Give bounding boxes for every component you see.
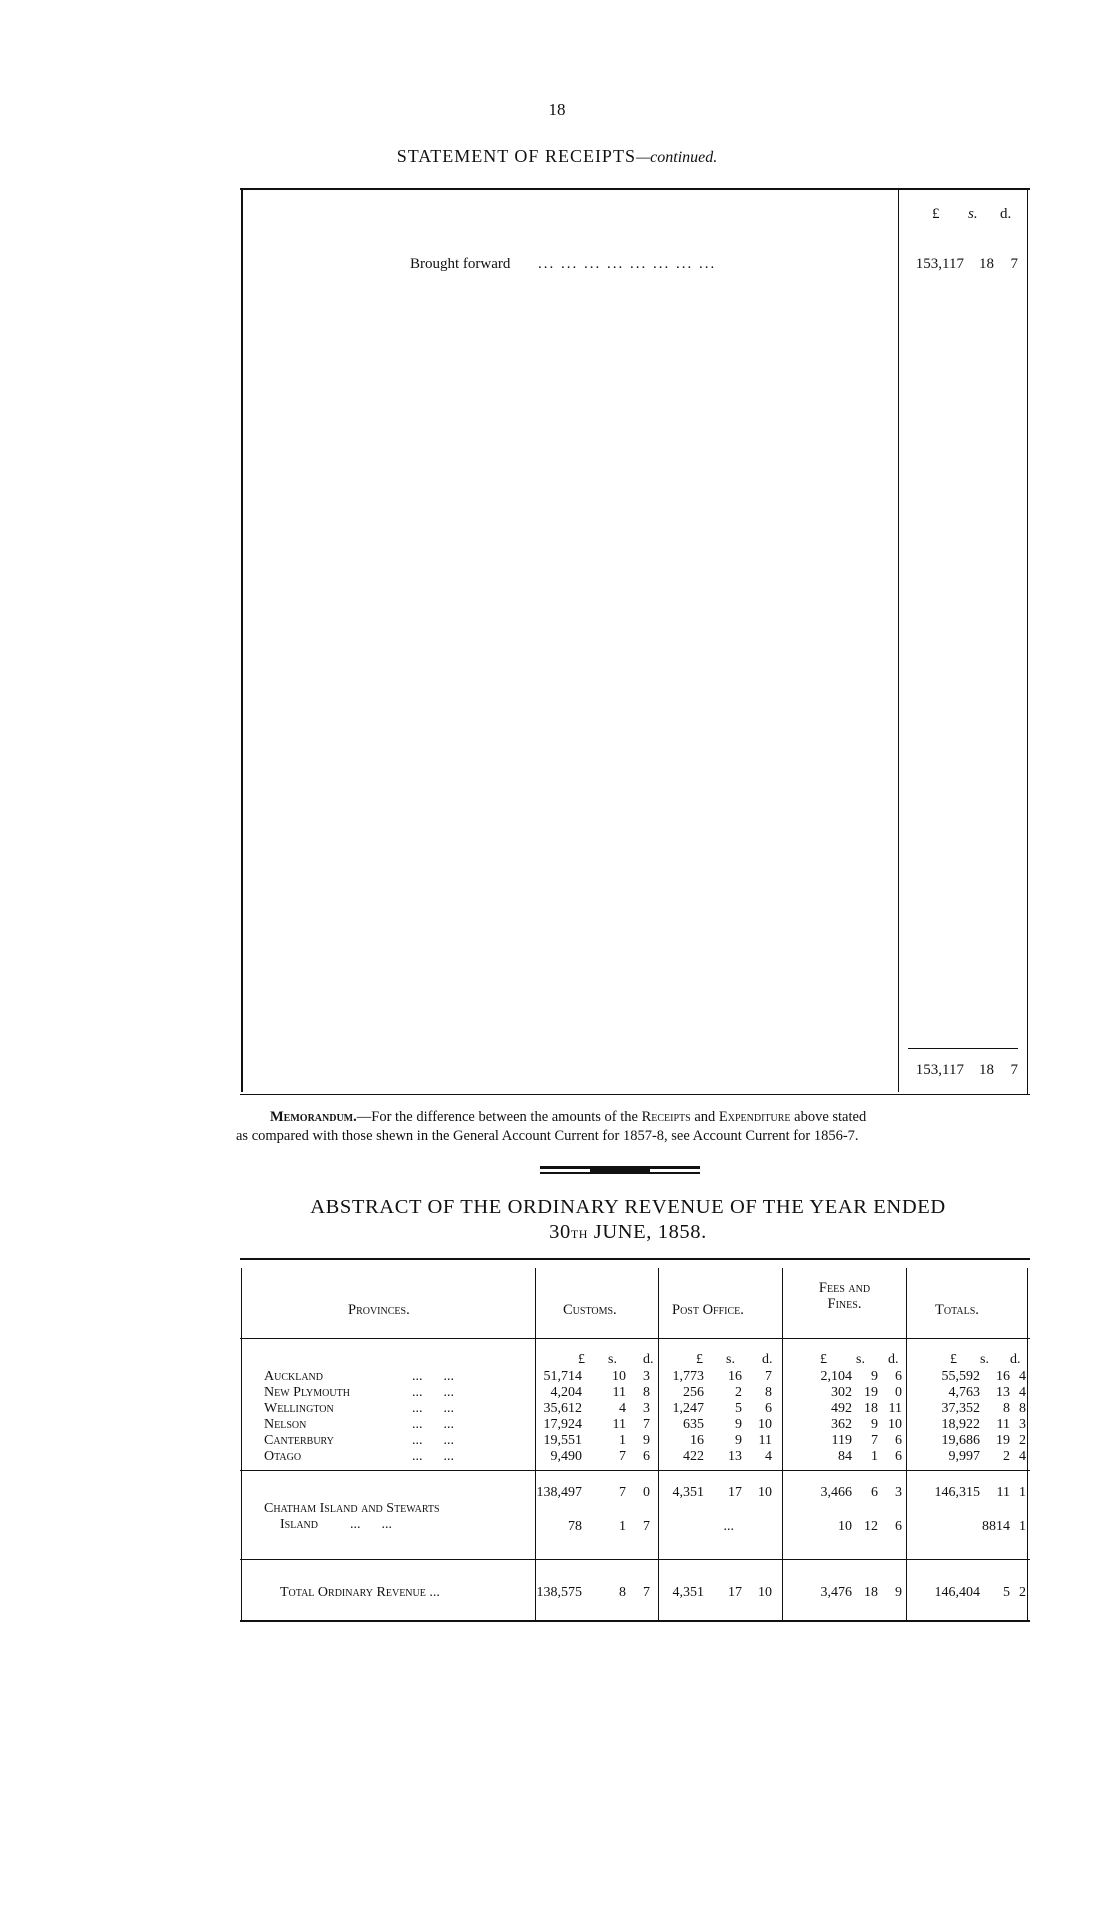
province-name: Nelson [264,1417,307,1432]
post-d: 11 [758,1433,772,1448]
post-s: 9 [735,1433,742,1448]
subtotal-customs-pounds: 138,497 [536,1485,582,1500]
post-d: 7 [765,1369,772,1384]
subtotal-fees-s: 6 [871,1485,878,1500]
chatham-post-dots: ... [723,1519,734,1534]
chatham-customs-d: 7 [643,1519,650,1534]
chatham-dots: ... ... [350,1517,392,1532]
fees-pounds: 84 [838,1449,852,1464]
fees-pounds: 2,104 [820,1369,852,1384]
abstract-bottom-rule [240,1620,1030,1622]
pound-sign: £ [932,206,940,222]
post-pounds: 635 [683,1417,704,1432]
total-overline [908,1048,1018,1049]
title-ordinal: th [570,1223,589,1242]
fees-s: 9 [871,1369,878,1384]
total-label: Total Ordinary Revenue ... [280,1585,440,1600]
chatham-fees-pounds: 10 [838,1519,852,1534]
leader-dots: ... ... [412,1433,454,1448]
fees-pounds: 492 [831,1401,852,1416]
subtotal-totals-pounds: 146,315 [934,1485,980,1500]
post-d: 4 [765,1449,772,1464]
leader-dots: ... ... [412,1401,454,1416]
abstract-header-rule [240,1338,1030,1339]
fees-pounds: 119 [831,1433,852,1448]
post-s: 9 [735,1417,742,1432]
customs-s: s. [608,1352,617,1367]
leader-dots: ... ... [412,1369,454,1384]
abstract-col-rule-2 [658,1268,659,1622]
customs-pounds: 17,924 [543,1417,582,1432]
totals-d: d. [1010,1352,1021,1367]
memorandum-label: Memorandum. [270,1109,357,1125]
frame-amount-left-rule [898,190,899,1092]
chatham-customs-pounds: 78 [568,1519,582,1534]
customs-d: 6 [643,1449,650,1464]
totals-pounds: 9,997 [948,1449,980,1464]
customs-d: 9 [643,1433,650,1448]
fees-d: 11 [888,1401,902,1416]
totals-d: 4 [1019,1369,1026,1384]
totals-pounds: 4,763 [948,1385,980,1400]
fees-d: 6 [895,1369,902,1384]
total-fees-pounds: 3,476 [820,1585,852,1600]
subtotal-fees-pounds: 3,466 [820,1485,852,1500]
subtotal-customs-d: 0 [643,1485,650,1500]
chatham-totals-d: 1 [1019,1519,1026,1534]
totals-pounds: 19,686 [941,1433,980,1448]
fees-pound: £ [820,1352,827,1367]
fees-d: 0 [895,1385,902,1400]
abstract-title-line-1: ABSTRACT OF THE ORDINARY REVENUE OF THE YEAR ENDED [310,1196,946,1218]
totals-s: 8 [1003,1401,1010,1416]
totals-s: 19 [996,1433,1010,1448]
post-pounds: 1,247 [672,1401,704,1416]
totals-d: 3 [1019,1417,1026,1432]
post-s: 5 [735,1401,742,1416]
fees-d: 10 [888,1417,902,1432]
header-totals: Totals. [935,1302,979,1318]
province-name: Auckland [264,1369,323,1384]
statement-title [0,146,1114,167]
frame-bottom-rule [240,1094,1030,1095]
customs-pounds: 19,551 [543,1433,582,1448]
customs-s: 1 [619,1433,626,1448]
customs-pounds: 35,612 [543,1401,582,1416]
chatham-totals-pounds: 88 [982,1519,996,1534]
chatham-fees-s: 12 [864,1519,878,1534]
customs-d: 3 [643,1401,650,1416]
customs-d: 7 [643,1417,650,1432]
totals-s: 2 [1003,1449,1010,1464]
totals-pounds: 37,352 [941,1401,980,1416]
memorandum-receipts: Receipts [641,1109,691,1125]
total-totals-d: 2 [1019,1585,1026,1600]
province-name: Otago [264,1449,302,1464]
customs-s: 11 [612,1385,626,1400]
bf-pence: 7 [1010,256,1018,272]
header-fees-line-1: Fees and [818,1280,871,1296]
header-customs: Customs. [563,1302,617,1318]
total-customs-s: 8 [619,1585,626,1600]
memorandum-text-a: —For the difference between the amounts of the [356,1109,642,1125]
total-customs-d: 7 [643,1585,650,1600]
totals-pound: £ [950,1352,957,1367]
customs-d: d. [643,1352,654,1367]
abstract-title-line-2 [0,1221,1114,1244]
frame-top-rule [240,188,1030,190]
fees-s: 9 [871,1417,878,1432]
leader-dots: ... ... [412,1449,454,1464]
abstract-right-rule [1027,1268,1028,1622]
post-d: 8 [765,1385,772,1400]
fees-pounds: 302 [831,1385,852,1400]
fees-d: 6 [895,1449,902,1464]
post-d: 10 [758,1417,772,1432]
customs-s: 11 [612,1417,626,1432]
post-pounds: 16 [690,1433,704,1448]
totals-pounds: 55,592 [941,1369,980,1384]
header-post-office: Post Office. [672,1302,744,1318]
frame-left-rule [241,190,243,1092]
bf-pounds: 153,117 [915,256,964,272]
fees-s: 19 [864,1385,878,1400]
statement-title-main: STATEMENT OF RECEIPTS [396,146,636,166]
subtotal-totals-s: 11 [996,1485,1010,1500]
total-post-pounds: 4,351 [672,1585,704,1600]
post-d: 6 [765,1401,772,1416]
chatham-customs-s: 1 [619,1519,626,1534]
customs-pounds: 9,490 [550,1449,582,1464]
customs-s: 4 [619,1401,626,1416]
total-totals-s: 5 [1003,1585,1010,1600]
province-name: New Plymouth [264,1385,350,1400]
customs-pounds: 4,204 [550,1385,582,1400]
totals-d: 2 [1019,1433,1026,1448]
abstract-col-rule-3 [782,1268,783,1622]
totals-d: 4 [1019,1385,1026,1400]
memorandum-line-1 [236,1108,1036,1127]
province-name: Wellington [264,1401,334,1416]
statement-title-suffix: —continued. [635,149,718,166]
fees-s: 1 [871,1449,878,1464]
customs-pound: £ [578,1352,585,1367]
customs-d: 3 [643,1369,650,1384]
frame-right-rule [1027,190,1028,1095]
chatham-label-line-1: Chatham Island and Stewarts [264,1501,440,1516]
header-provinces: Provinces. [348,1302,410,1318]
memorandum-line-2: as compared with those shewn in the General Account Current for 1857-8, see Account Current for 1856-7. [236,1128,859,1144]
province-name: Canterbury [264,1433,334,1448]
subtotal-totals-d: 1 [1019,1485,1026,1500]
pence-unit: d. [1000,206,1012,222]
post-pounds: 1,773 [672,1369,704,1384]
fees-s: 18 [864,1401,878,1416]
totals-s: 13 [996,1385,1010,1400]
abstract-top-rule [240,1258,1030,1260]
total-totals-pounds: 146,404 [934,1585,980,1600]
abstract-col-rule-4 [906,1268,907,1622]
memorandum-text-e: above stated [790,1109,867,1125]
subtotal-customs-s: 7 [619,1485,626,1500]
customs-s: 7 [619,1449,626,1464]
brought-forward-dots: ... ... ... ... ... ... ... ... [538,256,717,272]
subtotal-post-pounds: 4,351 [672,1485,704,1500]
fees-pounds: 362 [831,1417,852,1432]
post-d: d. [762,1352,773,1367]
post-s: 2 [735,1385,742,1400]
post-pounds: 422 [683,1449,704,1464]
total-fees-d: 9 [895,1585,902,1600]
post-pounds: 256 [683,1385,704,1400]
customs-pounds: 51,714 [543,1369,582,1384]
fees-s: s. [856,1352,865,1367]
totals-d: 8 [1019,1401,1026,1416]
post-s: 13 [728,1449,742,1464]
fees-d: d. [888,1352,899,1367]
chatham-fees-d: 6 [895,1519,902,1534]
abstract-total-rule [240,1559,1030,1560]
subtotal-fees-d: 3 [895,1485,902,1500]
subtotal-post-d: 10 [758,1485,772,1500]
totals-pounds: 18,922 [941,1417,980,1432]
chatham-totals-s: 14 [996,1519,1010,1534]
totals-s: 16 [996,1369,1010,1384]
total-customs-pounds: 138,575 [536,1585,582,1600]
bf-shillings: 18 [979,256,994,272]
total-shillings: 18 [979,1062,994,1078]
title-day: 30 [549,1221,571,1243]
total-pounds: 153,117 [915,1062,964,1078]
abstract-subtotal-rule [240,1470,1030,1471]
memorandum [236,1108,1036,1146]
total-pence: 7 [1010,1062,1018,1078]
total-fees-s: 18 [864,1585,878,1600]
post-s: s. [726,1352,735,1367]
chatham-label-line-2: Island [280,1517,318,1532]
page-number: 18 [548,100,566,119]
subtotal-post-s: 17 [728,1485,742,1500]
memorandum-expenditure: Expenditure [718,1109,791,1125]
customs-d: 8 [643,1385,650,1400]
abstract-left-rule [241,1268,242,1622]
shillings-unit: s. [968,206,978,222]
totals-s: s. [980,1352,989,1367]
totals-s: 11 [996,1417,1010,1432]
header-fees-line-2: Fines. [827,1296,862,1312]
totals-d: 4 [1019,1449,1026,1464]
post-s: 16 [728,1369,742,1384]
customs-s: 10 [612,1369,626,1384]
memorandum-text-c: and [690,1109,719,1125]
fees-d: 6 [895,1433,902,1448]
total-post-d: 10 [758,1585,772,1600]
total-post-s: 17 [728,1585,742,1600]
post-pound: £ [696,1352,703,1367]
leader-dots: ... ... [412,1385,454,1400]
title-date: JUNE, 1858. [588,1221,707,1243]
leader-dots: ... ... [412,1417,454,1432]
abstract-col-rule-1 [535,1268,536,1622]
fees-s: 7 [871,1433,878,1448]
brought-forward-label: Brought forward [410,256,511,272]
